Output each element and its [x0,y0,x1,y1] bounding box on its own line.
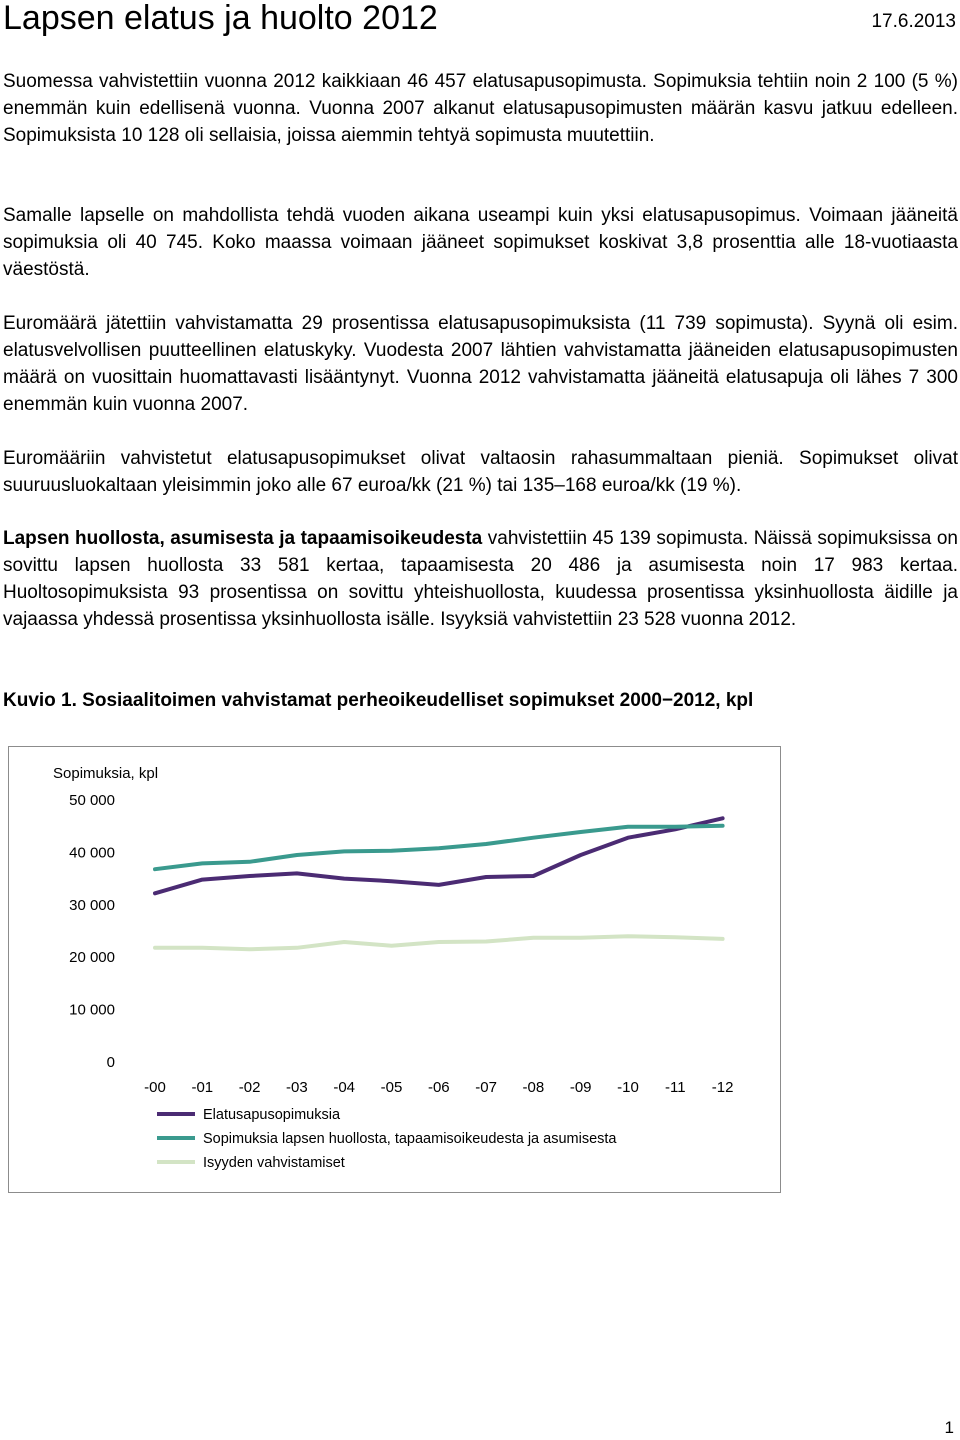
chart-frame [8,746,781,1193]
x-tick-label: -03 [286,1079,308,1096]
legend-label-2: Sopimuksia lapsen huollosta, tapaamisoikeudesta ja asumisesta [203,1131,617,1147]
figure-caption: Kuvio 1. Sosiaalitoimen vahvistamat perheoikeudelliset sopimukset 2000−2012, kpl [3,690,754,711]
y-tick-labels [69,792,115,1071]
legend-label-1: Elatusapusopimuksia [203,1107,341,1123]
x-tick-label: -04 [333,1079,356,1096]
paragraph-vahvistamatta: Euromäärä jätettiin vahvistamatta 29 prosentissa elatusapusopimuksista (11 739 sopimusta). Syynä oli esim. elatusvelvollisen puutteellinen elatuskyky. Vuodesta 2007 lähtien vahvistamatta jääneiden elatusapusopimusten määrä on vuosittain huomattavasti lisääntynyt. Vuonna 2012 vahvistamatta jääneitä elatusapuja oli lähes 7 300 enemmän kuin vuonna 2007. [3,313,958,415]
x-tick-label: -11 [665,1079,686,1096]
x-tick-labels [144,1079,733,1096]
line-chart [9,747,780,1192]
paragraph-body: vahvistettiin 45 139 sopimusta. Näissä sopimuksissa on sovittu lapsen huollosta 33 581 kertaa, tapaamisesta 20 486 ja asumisesta noin 17 983 kertaa. Huoltosopimuksista 93 prosentissa on sovittu yhteishuollosta, kuudessa prosentissa yksinhuollosta äidille ja vajaassa yhdessä prosentissa yksinhuollosta isälle. Isyyksiä vahvistettiin 23 528 vuonna 2012. [3,528,958,630]
y-axis-label: Sopimuksia, kpl [53,765,159,782]
x-tick-label: -07 [475,1079,497,1096]
x-tick-label: -01 [191,1079,214,1096]
legend-label-3: Isyyden vahvistamiset [203,1155,345,1171]
y-tick-label: 0 [106,1054,115,1071]
series-line-3 [155,936,723,949]
paragraph-huolto-asuminen [3,525,958,633]
paragraph-voimaan-jaaneet: Samalle lapselle on mahdollista tehdä vuoden aikana useampi kuin yksi elatusapusopimus. Voimaan jääneitä sopimuksia oli 40 745. Koko maassa voimaan jääneet sopimukset koskivat 3,8 prosenttia alle 18-vuotiaasta väestöstä. [3,205,958,280]
paragraph-euromaarat: Euromääriin vahvistetut elatusapusopimukset olivat valtaosin rahasummaltaan pieniä. Sopimukset olivat suuruusluokaltaan yleisimmin joko alle 67 euroa/kk (21 %) tai 135–168 euroa/kk (19 %). [3,448,958,496]
series-line-1 [155,818,723,893]
x-tick-label: -00 [144,1079,166,1096]
x-tick-label: -02 [238,1079,261,1096]
x-tick-label: -06 [427,1079,450,1096]
x-tick-label: -08 [522,1079,545,1096]
page-number: 1 [944,1418,954,1437]
paragraph-elatusapusopimukset: Suomessa vahvistettiin vuonna 2012 kaikkiaan 46 457 elatusapusopimusta. Sopimuksia tehtiin noin 2 100 (5 %) enemmän kuin edellisenä vuonna. Vuonna 2007 alkanut elatusapusopimusten määrän kasvu jatkuu edelleen. Sopimuksista 10 128 oli sellaisia, joissa aiemmin tehtyä sopimusta muutettiin. [3,71,958,146]
document-date: 17.6.2013 [871,11,956,32]
series-line-2 [155,826,723,870]
series-lines [155,818,723,949]
y-tick-label: 50 000 [69,792,115,809]
x-tick-label: -09 [569,1079,592,1096]
legend [157,1107,617,1171]
y-tick-label: 30 000 [69,896,115,914]
x-tick-label: -10 [617,1079,639,1096]
x-tick-label: -05 [380,1079,403,1096]
x-tick-label: -12 [711,1079,734,1096]
y-tick-label: 40 000 [69,844,115,862]
y-tick-label: 20 000 [69,949,115,967]
y-tick-label: 10 000 [69,1001,115,1019]
document-header [0,0,960,44]
paragraph-lead-bold: Lapsen huollosta, asumisesta ja tapaamisoikeudesta [3,528,483,549]
document-title: Lapsen elatus ja huolto 2012 [3,0,438,37]
